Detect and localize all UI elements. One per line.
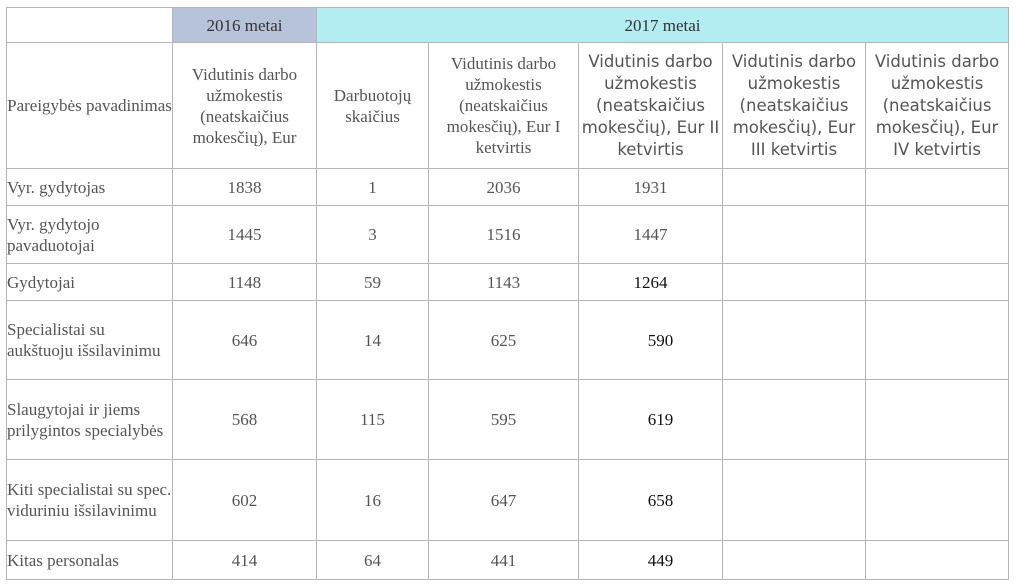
position-cell: Gydytojai: [7, 264, 173, 301]
salary-2016-cell: 1148: [173, 264, 317, 301]
salary-q1-header: Vidutinis darbo užmokestis (neatskaičius mokesčių), Eur I ketvirtis: [429, 43, 579, 169]
salary-q1-cell: 625: [429, 301, 579, 380]
position-cell: Vyr. gydytojas: [7, 169, 173, 206]
salary-2016-cell: 568: [173, 380, 317, 460]
salary-q1-cell: 441: [429, 541, 579, 580]
salary-q4-cell: [866, 301, 1009, 380]
staff-count-cell: 16: [317, 460, 429, 541]
salary-q2-cell: 1931: [579, 169, 723, 206]
salary-q1-cell: 1143: [429, 264, 579, 301]
position-name-header: Pareigybės pavadinimas: [7, 43, 173, 169]
salary-q2-cell: 449: [579, 541, 723, 580]
salary-q3-cell: [723, 169, 866, 206]
salary-q3-cell: [723, 206, 866, 264]
year-2017-header: 2017 metai: [317, 8, 1009, 43]
staff-count-cell: 1: [317, 169, 429, 206]
position-cell: Kiti specialistai su spec. viduriniu išsilavinimu: [7, 460, 173, 541]
salary-q3-cell: [723, 541, 866, 580]
year-header-row: [7, 8, 1009, 43]
staff-count-cell: 115: [317, 380, 429, 460]
salary-q2-header: Vidutinis darbo užmokestis (neatskaičius mokesčių), Eur II ketvirtis: [579, 43, 723, 169]
salary-q3-cell: [723, 301, 866, 380]
empty-corner-cell: [7, 8, 173, 43]
salary-q2-cell: 1264: [579, 264, 723, 301]
table-row: [7, 206, 1009, 264]
salary-2016-header: Vidutinis darbo užmokestis (neatskaičius mokesčių), Eur: [173, 43, 317, 169]
year-2016-header: 2016 metai: [173, 8, 317, 43]
salary-q1-cell: 595: [429, 380, 579, 460]
staff-count-cell: 14: [317, 301, 429, 380]
table-row: [7, 460, 1009, 541]
salary-2016-cell: 1838: [173, 169, 317, 206]
salary-q3-header: Vidutinis darbo užmokestis (neatskaičius mokesčių), Eur III ketvirtis: [723, 43, 866, 169]
salary-2016-cell: 602: [173, 460, 317, 541]
salary-2016-cell: 1445: [173, 206, 317, 264]
salary-q3-cell: [723, 264, 866, 301]
table-row: [7, 380, 1009, 460]
salary-2016-cell: 646: [173, 301, 317, 380]
table-row: [7, 301, 1009, 380]
salary-q4-header: Vidutinis darbo užmokestis (neatskaičius mokesčių), Eur IV ketvirtis: [866, 43, 1009, 169]
position-cell: Vyr. gydytojo pavaduotojai: [7, 206, 173, 264]
salary-q1-cell: 647: [429, 460, 579, 541]
salary-q2-cell: 1447: [579, 206, 723, 264]
salary-q1-cell: 1516: [429, 206, 579, 264]
salary-q3-cell: [723, 460, 866, 541]
salary-q2-cell: 658: [579, 460, 723, 541]
position-cell: Kitas personalas: [7, 541, 173, 580]
staff-count-cell: 64: [317, 541, 429, 580]
salary-2016-cell: 414: [173, 541, 317, 580]
salary-q4-cell: [866, 380, 1009, 460]
table-row: [7, 541, 1009, 580]
staff-count-header: Darbuotojų skaičius: [317, 43, 429, 169]
salary-q3-cell: [723, 380, 866, 460]
position-cell: Slaugytojai ir jiems prilygintos specialybės: [7, 380, 173, 460]
salary-q1-cell: 2036: [429, 169, 579, 206]
staff-count-cell: 59: [317, 264, 429, 301]
position-cell: Specialistai su aukštuoju išsilavinimu: [7, 301, 173, 380]
salary-q4-cell: [866, 460, 1009, 541]
salary-q4-cell: [866, 264, 1009, 301]
table-row: [7, 169, 1009, 206]
column-header-row: [7, 43, 1009, 169]
table-row: [7, 264, 1009, 301]
salary-q4-cell: [866, 206, 1009, 264]
salary-q2-cell: 590: [579, 301, 723, 380]
salary-q4-cell: [866, 541, 1009, 580]
staff-count-cell: 3: [317, 206, 429, 264]
salary-q2-cell: 619: [579, 380, 723, 460]
salary-table: [6, 7, 1009, 580]
salary-q4-cell: [866, 169, 1009, 206]
